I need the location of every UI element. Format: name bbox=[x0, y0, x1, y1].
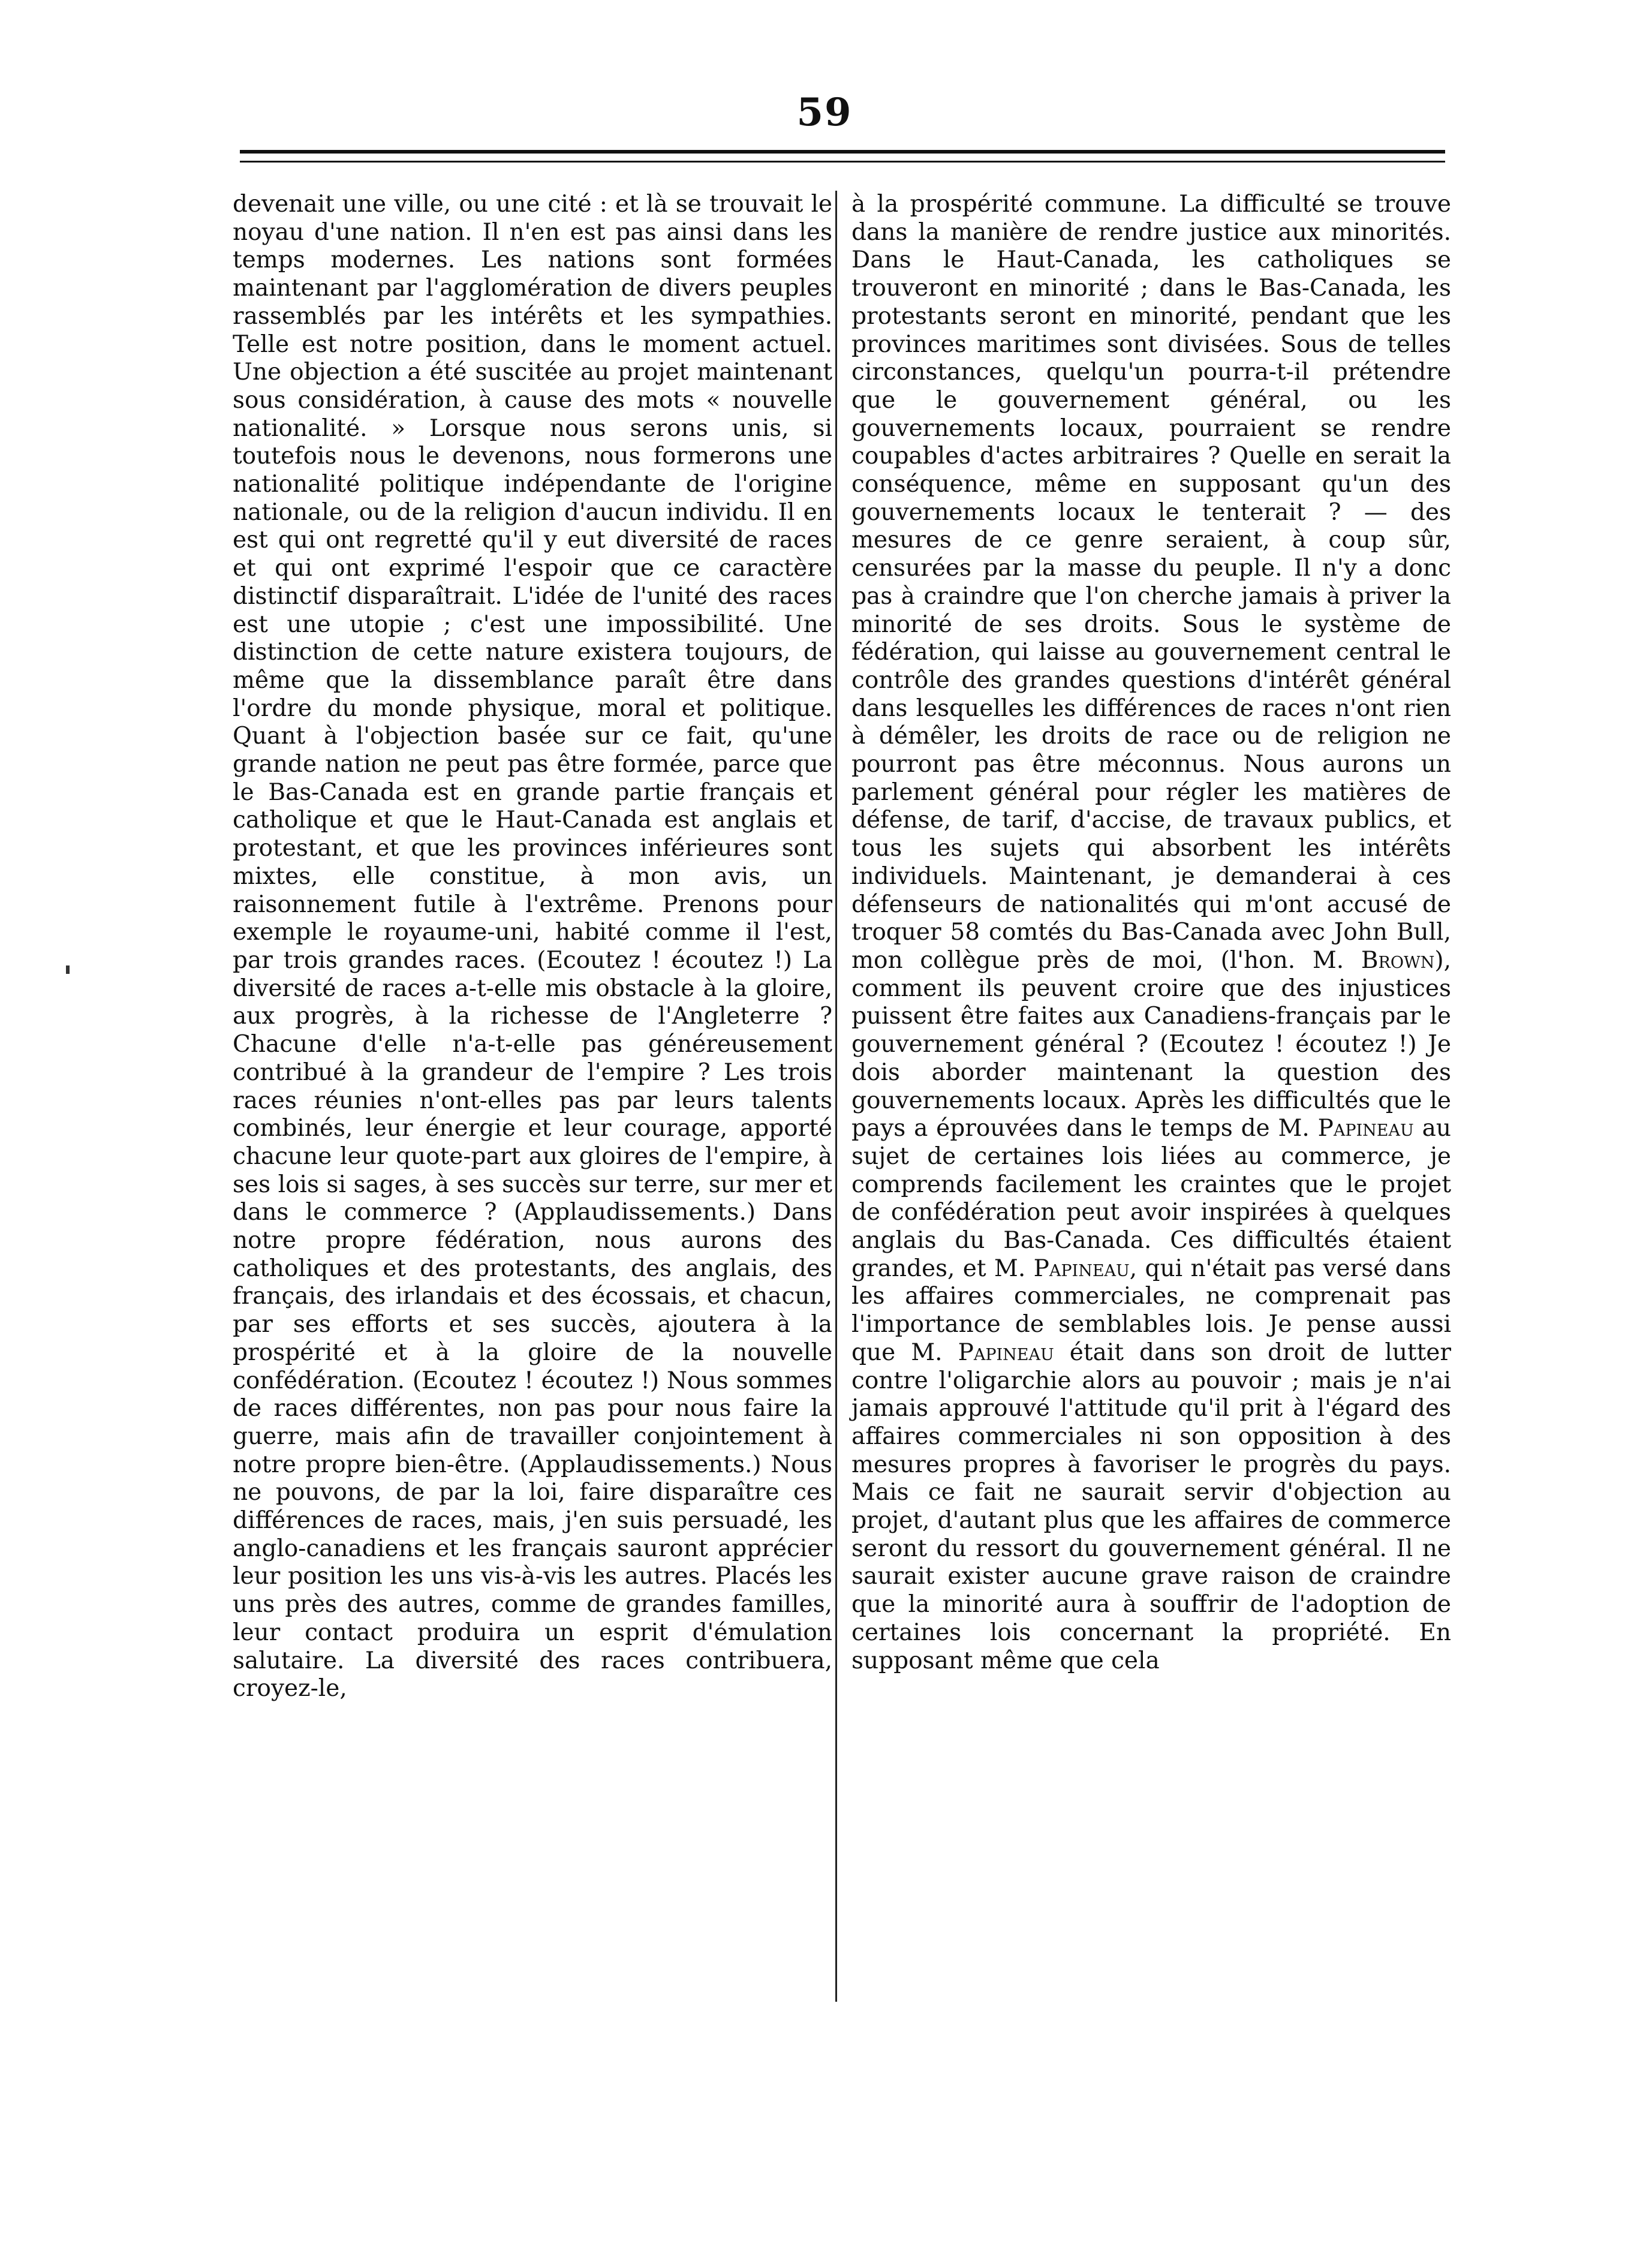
right-column bbox=[851, 191, 1451, 1675]
right-text-4: , qui n'était pas versé dans les affaires commerciales, ne comprenait pas l'importance de semblables lois. Je pense aussi que M. bbox=[851, 1255, 1451, 1366]
right-column-text bbox=[851, 191, 1451, 1675]
right-text-2: ), comment ils peuvent croire que des injustices puissent être faites aux Canadiens-français par le gouvernement général ? (Ecoutez ! écoutez !) Je dois aborder maintenant la question des gouvernements locaux. Après les difficultés que le pays a éprouvées dans le temps de M. bbox=[851, 946, 1452, 1142]
left-column-text: devenait une ville, ou une cité : et là se trouvait le noyau d'une nation. Il n'en est pas ainsi dans les temps modernes. Les nations sont formées maintenant par l'agglomération de divers peuples rassemblés par les intérêts et les sympathies. Telle est notre position, dans le moment actuel. Une objection a été suscitée au projet maintenant sous considération, à cause des mots « nouvelle nationalité. » Lorsque nous serons unis, si toutefois nous le devenons, nous formerons une nationalité politique indépendante de l'origine nationale, ou de la religion d'aucun individu. Il en est qui ont regretté qu'il y eut diversité de races et qui ont exprimé l'espoir que ce caractère distinctif disparaîtrait. L'idée de l'unité des races est une utopie ; c'est une impossibilité. Une distinction de cette nature existera toujours, de même que la dissemblance paraît être dans l'ordre du monde physique, moral et politique. Quant à l'objection basée sur ce fait, qu'une grande nation ne peut pas être formée, parce que le Bas-Canada est en grande partie français et catholique et que le Haut-Canada est anglais et protestant, et que les provinces inférieures sont mixtes, elle constitue, à mon avis, un raisonnement futile à l'extrême. Prenons pour exemple le royaume-uni, habité comme il l'est, par trois grandes races. (Ecoutez ! écoutez !) La diversité de races a-t-elle mis obstacle à la gloire, aux progrès, à la richesse de l'Angleterre ? Chacune d'elle n'a-t-elle pas généreusement contribué à la grandeur de l'empire ? Les trois races réunies n'ont-elles pas par leurs talents combinés, leur énergie et leur courage, apporté chacune leur quote-part aux gloires de l'empire, à ses lois si sages, à ses succès sur terre, sur mer et dans le commerce ? (Applaudissements.) Dans notre propre fédération, nous aurons des catholiques et des protestants, des anglais, des français, des irlandais et des écossais, et chacun, par ses efforts et ses succès, ajoutera à la prospérité et à la gloire de la nouvelle confédération. (Ecoutez ! écoutez !) Nous sommes de races différentes, non pas pour nous faire la guerre, mais afin de travailler conjointement à notre propre bien-être. (Applaudissements.) Nous ne pouvons, de par la loi, faire disparaître ces différences de races, mais, j'en suis persuadé, les anglo-canadiens et les français sauront apprécier leur position les uns vis-à-vis les autres. Placés les uns près des autres, comme de grandes familles, leur contact produira un esprit d'émulation salutaire. La diversité des races contribuera, croyez-le, bbox=[233, 191, 832, 1702]
right-text-5: était dans son droit de lutter contre l'oligarchie alors au pouvoir ; mais je n'ai jamais approuvé l'attitude qu'il prit à l'égard des affaires commerciales ni son opposition à des mesures propres à favoriser le progrès du pays. Mais ce fait ne saurait servir d'objection au projet, d'autant plus que les affaires de commerce seront du ressort du gouvernement général. Il ne saurait exister aucune grave raison de craindre que la minorité aura à souffrir de l'adoption de certaines lois concernant la propriété. En supposant même que cela bbox=[851, 1338, 1452, 1674]
right-text-1: à la prospérité commune. La difficulté se trouve dans la manière de rendre justice aux minorités. Dans le Haut-Canada, les catholiques se trouveront en minorité ; dans le Bas-Canada, les protestants seront en minorité, pendant que les provinces maritimes sont divisées. Sous de telles circonstances, quelqu'un pourra-t-il prétendre que le gouvernement général, ou les gouvernements locaux, pourraient se rendre coupables d'actes arbitraires ? Quelle en serait la conséquence, même en supposant qu'un des gouvernements locaux le tenterait ? — des mesures de ce genre seraient, à coup sûr, censurées par la masse du peuple. Il n'y a donc pas à craindre que l'on cherche jamais à priver la minorité de ses droits. Sous le système de fédération, qui laisse au gouvernement central le contrôle des grandes questions d'intérêt général dans lesquelles les différences de races n'ont rien à démêler, les droits de race ou de religion ne pourront pas être méconnus. Nous aurons un parlement général pour régler les matières de défense, de tarif, d'accise, de travaux publics, et tous les sujets qui absorbent les intérêts individuels. Maintenant, je demanderai à ces défenseurs de nationalités qui m'ont accusé de troquer 58 comtés du Bas-Canada avec John Bull, mon collègue près de moi, (l'hon. M. bbox=[851, 191, 1451, 974]
right-text-3: au sujet de certaines lois liées au commerce, je comprends facilement les craintes que le projet de confédération peut avoir inspirées à quelques anglais du Bas-Canada. Ces difficultés étaient grandes, et M. bbox=[851, 1115, 1451, 1282]
column-divider bbox=[835, 191, 837, 2002]
name-papineau-2: Papineau bbox=[1033, 1255, 1130, 1282]
name-brown: Brown bbox=[1361, 946, 1435, 974]
left-column bbox=[233, 191, 832, 1703]
header-rule-thick bbox=[240, 150, 1445, 154]
page-number: 59 bbox=[796, 90, 853, 135]
margin-mark bbox=[66, 965, 70, 974]
name-papineau-1: Papineau bbox=[1317, 1115, 1414, 1142]
name-papineau-3: Papineau bbox=[958, 1338, 1054, 1366]
header-rule-thin bbox=[240, 161, 1445, 163]
